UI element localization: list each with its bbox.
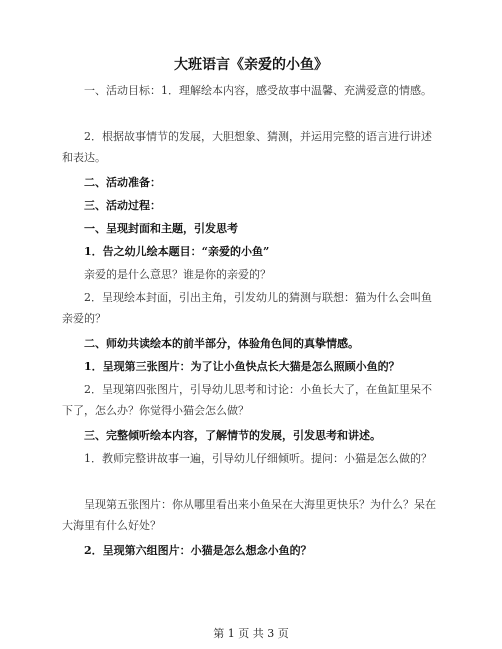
heading-section-2: 二、师幼共读绘本的前半部分，体验角色间的真挚情感。 [84, 337, 359, 350]
paragraph-step-1-2: 2．呈现绘本封面，引出主角，引发幼儿的猜测与联想：猫为什么会叫鱼亲爱的？ [62, 291, 432, 325]
paragraph-question-dear: 亲爱的是什么意思？谁是你的亲爱的？ [84, 268, 271, 281]
heading-step-3-2: 2．呈现第六组图片：小猫是怎么想念小鱼的？ [84, 544, 312, 557]
heading-preparation: 二、活动准备： [84, 176, 161, 189]
document-title: 大班语言《亲爱的小鱼》 [174, 57, 328, 73]
heading-section-1: 一、呈现封面和主题，引发思考 [84, 222, 238, 235]
heading-section-3: 三、完整倾听绘本内容，了解情节的发展，引发思考和讲述。 [84, 429, 381, 442]
paragraph-step-3-1: 1．教师完整讲故事一遍，引导幼儿仔细倾听。提问：小猫是怎么做的？ [84, 452, 432, 465]
heading-process: 三、活动过程： [84, 199, 161, 212]
paragraph-objectives: 一、活动目标：1．理解绘本内容，感受故事中温馨、充满爱意的情感。 [84, 84, 432, 97]
page-footer: 第 1 页 共 3 页 [213, 627, 289, 640]
heading-step-2-1: 1．呈现第三张图片：为了让小鱼快点长大猫是怎么照顾小鱼的？ [84, 360, 400, 373]
paragraph-objective-2: 2．根据故事情节的发展，大胆想象、猜测，并运用完整的语言进行讲述和表达。 [62, 130, 432, 164]
paragraph-step-2-2: 2．呈现第四张图片，引导幼儿思考和讨论：小鱼长大了，在鱼缸里呆不下了，怎么办？你觉得小猫会怎么做？ [62, 383, 432, 417]
paragraph-picture-5: 呈现第五张图片：你从哪里看出来小鱼呆在大海里更快乐？为什么？呆在大海里有什么好处？ [62, 498, 436, 532]
heading-step-1-1: 1．告之幼儿绘本题目：“亲爱的小鱼” [84, 245, 270, 258]
